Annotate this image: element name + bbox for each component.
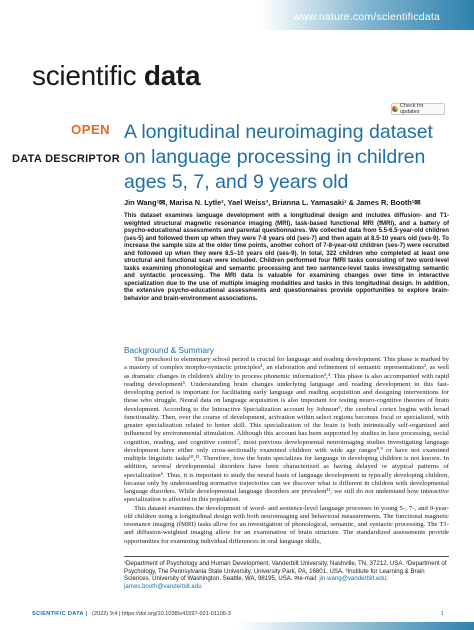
- authors-text: Jin Wang¹✉, Marisa N. Lytle², Yael Weiss³, Brianna L. Yamasaki¹ & James R. Booth¹✉: [124, 198, 421, 207]
- footer-journal: SCIENTIFIC DATA |: [32, 611, 88, 617]
- crossmark-icon: [392, 106, 398, 112]
- journal-logo[interactable]: [32, 60, 200, 92]
- journal-name-light: scientific: [32, 60, 137, 91]
- journal-name-bold: data: [143, 60, 201, 91]
- check-for-updates-button[interactable]: [391, 103, 445, 115]
- body-text: [124, 356, 449, 546]
- email-link-1[interactable]: jin.wang@vanderbilt.edu: [319, 575, 387, 583]
- email-link-2[interactable]: james.booth@vanderbilt.edu: [124, 582, 202, 590]
- section-heading: Background & Summary: [124, 345, 214, 355]
- header-banner: [0, 0, 474, 30]
- paragraph-1: The preschool to elementary school period is crucial for language and reading development. This phase is marked by a mastery of complex morpho-syntactic principles¹, an elaboration and refinement of semantic representations², as well as dramatic changes in children's ability to process phonemic information³,⁴. This phase is also accompanied with rapid reading development⁵. Understanding brain changes underlying language and reading development in this fast-developing period is important for facilitating early language and reading acquisition and designing interventions for those who struggle. Neural data on language acquisition is also important for testing neuro-cognitive theories of brain development. According to the Interactive Specialization account by Johnson⁶, the cerebral cortex begins with broad functionality. Then, over the course of development, activation within select regions becomes focal or specialized, with greater specialization related to better skill. This specialization of the brain is both intrinsically self-organized and influenced by environmental stimulation. Although this account has been supported by studies in face processing, social cognition, reading, and cognitive control⁷, most previous developmental neuroimaging studies investigating language development have either only cross-sectionally examined children with wide age ranges⁸,⁹ or have not examined multiple linguistic tasks¹⁰,¹¹. Therefore, how the brain specializes for language in developing children is not known. In addition, several developmental disorders have been characterized as having delayed or atypical patterns of specialization⁶. Thus, it is important to study the neural basis of language development in typically developing children, because only by understanding normative trajectories can we discover what is different in children with developmental language disorders. While developmental language disorders are prevalent¹², we still do not understand how interactive specialization is affected in this population.: [124, 356, 449, 504]
- open-access-label: OPEN: [71, 122, 110, 137]
- affiliation-divider: [124, 556, 449, 557]
- journal-url-link[interactable]: www.nature.com/scientificdata: [292, 11, 440, 23]
- author-list: [124, 198, 454, 207]
- footer-doi-link[interactable]: (2022) 9:4 | https://doi.org/10.1038/s41597-021-01106-3: [92, 611, 231, 617]
- affiliations-text: ¹Department of Psychology and Human Development, Vanderbilt University, Nashville, TN, 37212, USA. ²Department of Psychology, The Pennsylvania State University, University Park, PA, 16801, USA. ³Institute for Learning & Brain Sciences, University of Washington, Seattle, WA, 98195, USA. ✉e-mail:: [124, 560, 447, 583]
- affiliations: [124, 560, 449, 590]
- abstract: This dataset examines language development with a longitudinal design and includes diffusion- and T1-weighted structural magnetic resonance imaging (MRI), task-based functional MRI (fMRI), and a battery of psycho-educational assessments and parental questionnaires. We collected data from 5.5-6.5-year-old children (ses-5) and followed them up when they were 7-8 years old (ses-7) and then again at 8.5-10 years old (ses-9). To increase the sample size at the older time points, another cohort of 7-8-year-old children (ses-7) were recruited and followed up when they were 8.5–10 years old (ses-9). In total, 322 children who completed at least one structural and functional scan were included. Children performed four fMRI tasks consisting of two word-level tasks examining phonological and semantic processing and two sentence-level tasks investigating semantic and syntactic processing. The MRI data is valuable for examining changes over time in interactive specialization due to the use of multiple imaging modalities and tasks in this longitudinal design. In addition, the extensive psycho-educational assessments and questionnaires provide opportunities to explore brain-behavior and brain-environment associations.: [124, 212, 449, 303]
- paragraph-2: This dataset examines the development of word- and sentence-level language processes in young 5-, 7-, and 9-year-old children using a longitudinal design with both neuroimaging and behavioral measurements. The functional magnetic resonance imaging (fMRI) tasks allow for an investigation of phonological, semantic, and syntactic processing. The T1- and diffusion-weighted imaging allow for an examination of brain structure. The standardized assessments provide opportunities for examining individual differences in oral language skills,: [124, 504, 449, 545]
- article-type: DATA DESCRIPTOR: [12, 153, 120, 165]
- footer-banner: [0, 622, 474, 630]
- page-number: 1: [440, 611, 444, 617]
- email-separator: ;: [386, 575, 388, 583]
- page-footer: [0, 609, 474, 621]
- article-title: A longitudinal neuroimaging dataset on language processing in children ages 5, 7, and 9 years old: [124, 121, 433, 193]
- check-for-updates-label: Check for updates: [399, 103, 424, 115]
